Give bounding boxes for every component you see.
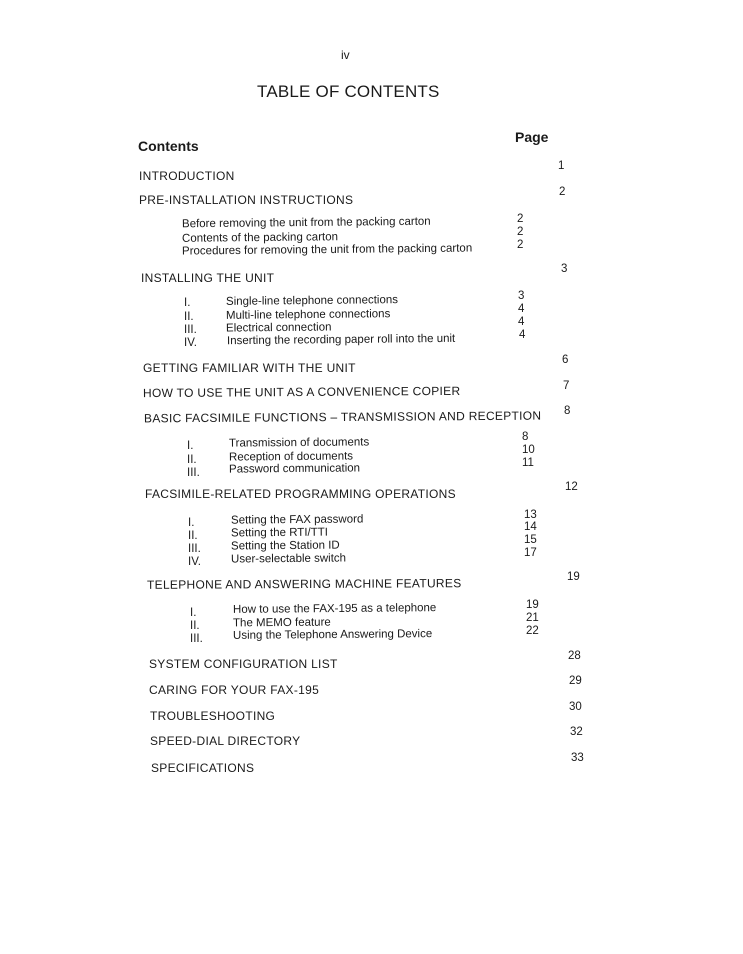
section-title: SPEED-DIAL DIRECTORY	[150, 734, 301, 748]
section-page: 32	[570, 726, 583, 738]
toc-item-numeral: IV.	[184, 337, 198, 349]
section-title: BASIC FACSIMILE FUNCTIONS – TRANSMISSION AND RECEPTION	[143, 408, 542, 426]
toc-item-numeral: II.	[187, 454, 197, 466]
section-page: 2	[559, 186, 566, 198]
toc-item-numeral: II.	[184, 311, 194, 323]
section-title: FACSIMILE-RELATED PROGRAMMING OPERATIONS	[145, 487, 456, 501]
toc-item-text: Before removing the unit from the packing carton	[181, 215, 431, 231]
toc-item-page: 14	[524, 521, 537, 533]
toc-item-text: Reception of documents	[228, 450, 354, 464]
toc-item-numeral: I.	[188, 517, 195, 529]
toc-item-text: Multi-line telephone connections	[225, 308, 391, 322]
toc-item-text: The MEMO feature	[232, 616, 331, 630]
toc-item-page: 2	[517, 226, 524, 238]
toc-item-text: Single-line telephone connections	[225, 294, 399, 308]
section-page: 29	[569, 675, 582, 687]
section-title: SPECIFICATIONS	[151, 761, 255, 775]
section-title: TELEPHONE AND ANSWERING MACHINE FEATURES	[146, 576, 462, 592]
section-page: 3	[561, 263, 568, 275]
toc-item-page: 2	[517, 239, 524, 251]
section-page: 7	[563, 380, 570, 392]
toc-item-text: Using the Telephone Answering Device	[232, 628, 433, 642]
toc-item-numeral: III.	[187, 467, 200, 479]
section-title: TROUBLESHOOTING	[150, 709, 276, 723]
section-page: 33	[571, 752, 584, 764]
section-title: INTRODUCTION	[139, 169, 235, 183]
toc-item-text: Inserting the recording paper roll into the unit	[226, 332, 456, 348]
contents-header: Contents	[138, 138, 199, 154]
toc-item-page: 17	[524, 547, 537, 559]
toc-item-numeral: II.	[188, 530, 198, 542]
section-page: 28	[568, 650, 581, 662]
section-page: 8	[564, 405, 571, 417]
page-header: Page	[515, 129, 549, 145]
toc-item-numeral: III.	[190, 633, 203, 645]
page-number: iv	[341, 48, 350, 62]
toc-item-numeral: II.	[190, 620, 200, 632]
section-page: 12	[565, 481, 578, 493]
toc-item-page: 11	[522, 457, 534, 469]
toc-item-page: 19	[526, 599, 539, 611]
toc-item-text: Password communication	[228, 462, 361, 476]
toc-item-text: User-selectable switch	[230, 552, 347, 566]
section-page: 30	[569, 701, 582, 713]
toc-item-page: 2	[517, 213, 524, 225]
toc-item-text: Setting the FAX password	[230, 513, 364, 527]
section-title: GETTING FAMILIAR WITH THE UNIT	[143, 361, 356, 375]
toc-item-numeral: III.	[188, 543, 201, 555]
toc-item-numeral: III.	[184, 324, 197, 336]
toc-item-text: Electrical connection	[225, 321, 332, 335]
section-title: SYSTEM CONFIGURATION LIST	[149, 657, 338, 671]
toc-item-page: 15	[524, 534, 537, 546]
section-title: CARING FOR YOUR FAX-195	[149, 683, 320, 697]
toc-item-page: 10	[522, 444, 535, 456]
toc-item-text: Procedures for removing the unit from the packing carton	[181, 242, 473, 258]
toc-item-numeral: IV.	[188, 556, 202, 568]
toc-item-page: 4	[519, 329, 526, 341]
toc-item-page: 3	[518, 290, 525, 302]
toc-item-page: 21	[526, 612, 539, 624]
toc-item-text: Setting the RTI/TTI	[230, 526, 328, 540]
toc-item-numeral: I.	[190, 607, 197, 619]
toc-item-text: Setting the Station ID	[230, 539, 340, 553]
section-page: 1	[558, 160, 565, 172]
toc-item-text: How to use the FAX-195 as a telephone	[232, 602, 437, 616]
page-title: TABLE OF CONTENTS	[257, 82, 440, 101]
toc-item-page: 22	[526, 625, 539, 637]
toc-item-text: Contents of the packing carton	[181, 231, 339, 245]
section-page: 19	[567, 571, 580, 583]
toc-item-page: 4	[518, 316, 525, 328]
section-title: INSTALLING THE UNIT	[141, 271, 275, 285]
toc-item-page: 8	[522, 431, 529, 443]
toc-item-page: 4	[518, 303, 525, 315]
section-title: HOW TO USE THE UNIT AS A CONVENIENCE COPIER	[142, 383, 461, 401]
toc-item-page: 13	[524, 509, 537, 521]
toc-item-numeral: I.	[184, 297, 191, 309]
section-page: 6	[562, 354, 569, 366]
toc-item-numeral: I.	[187, 440, 194, 452]
toc-item-text: Transmission of documents	[228, 436, 370, 450]
section-title: PRE-INSTALLATION INSTRUCTIONS	[139, 193, 354, 207]
